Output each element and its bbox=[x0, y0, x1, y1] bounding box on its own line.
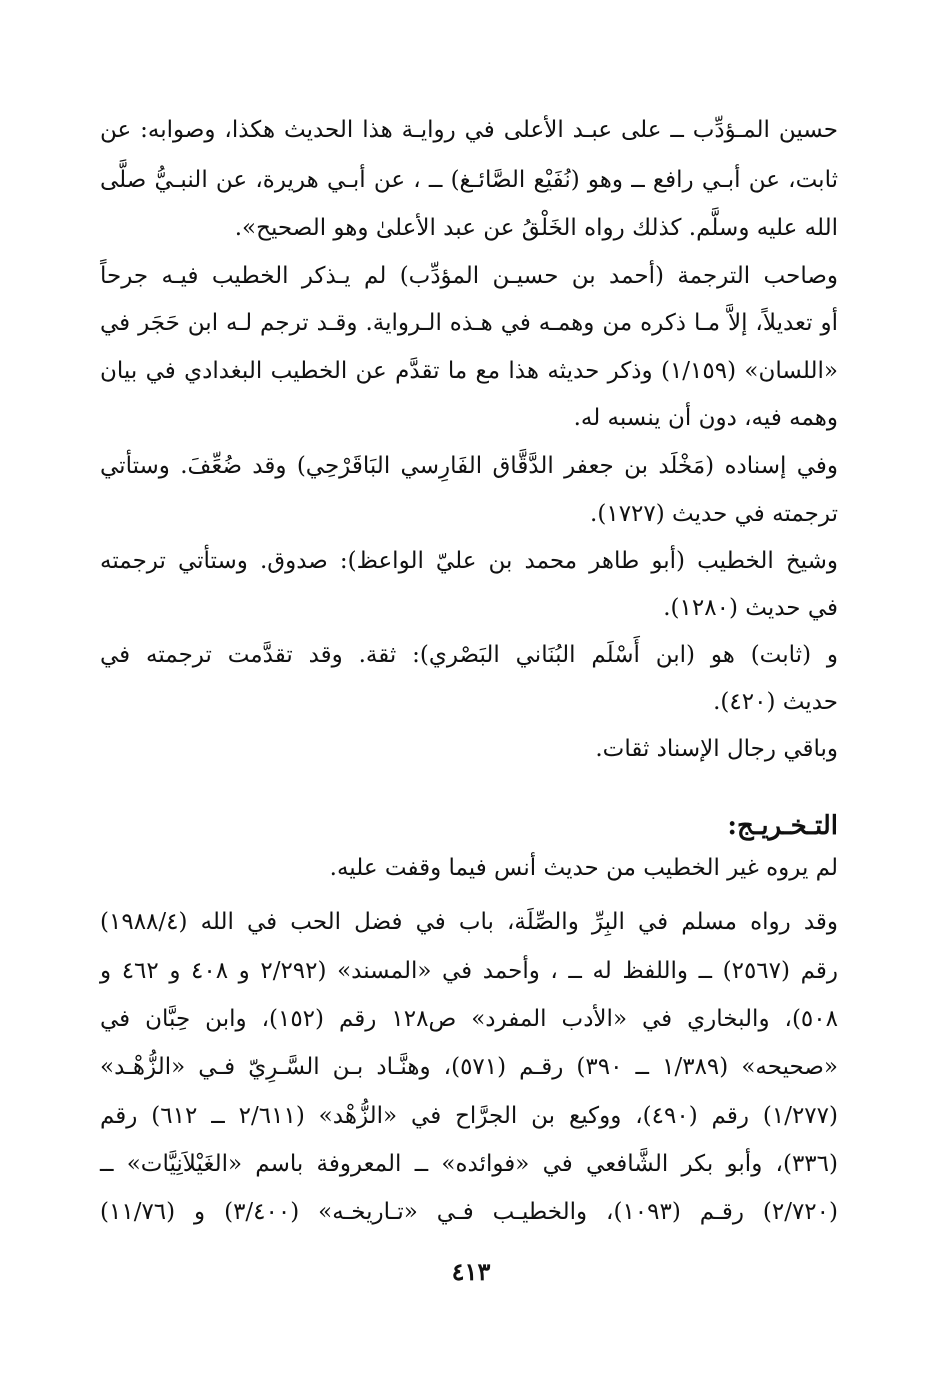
text-line: «صحيحه» (١/٣٨٩ ــ ٣٩٠) رقـم (٥٧١)، وهنَّـاد بـن السَّـرِيّ فـي «الزُّهْـد» bbox=[100, 1054, 838, 1080]
text-line: لم يروه غير الخطيب من حديث أنس فيما وقفت عليه. bbox=[329, 855, 838, 881]
text-line: الله عليه وسلَّم. كذلك رواه الخَلْقُ عن عبد الأعلىٰ وهو الصحيح». bbox=[234, 215, 838, 241]
page-number: ٤١٣ bbox=[451, 1257, 491, 1286]
text-line: أو تعديلاً، إلاَّ مـا ذكره من وهمـه في هـذه الـرواية. وقـد ترجم لـه ابن حَجَر في bbox=[100, 310, 838, 336]
text-line: ترجمته في حديث (١٧٢٧). bbox=[590, 501, 838, 527]
text-line: وصاحب الترجمة (أحمد بن حسيـن المؤدِّب) لم يـذكر الخطيب فيـه جرحاً bbox=[100, 263, 838, 289]
text-line: وفي إسناده (مَخْلَد بن جعفر الدَّقَّاق الفَارِسي البَاقَرْحِي) وقد ضُعِّفَ. وستأتي bbox=[100, 453, 838, 479]
text-line: «اللسان» (١/١٥٩) وذكر حديثه هذا مع ما تقدَّم عن الخطيب البغدادي في بيان bbox=[100, 358, 838, 384]
text-line: وباقي رجال الإسناد ثقات. bbox=[595, 736, 838, 762]
text-line: (١/٢٧٧) رقم (٤٩٠)، ووكيع بن الجرَّاح في «الزُّهْد» (٢/٦١١ ــ ٦١٢) رقم bbox=[100, 1103, 838, 1129]
text-line: (٣٣٦)، وأبو بكر الشَّافعي في «فوائده» ــ المعروفة باسم «الغَيْلاَنِيَّات» ــ bbox=[100, 1151, 838, 1177]
text-line: حديث (٤٢٠). bbox=[713, 689, 838, 715]
text-line: وقد رواه مسلم في البِرِّ والصِّلَة، باب في فضل الحب في الله (١٩٨٨/٤) bbox=[100, 909, 838, 935]
text-line: ٥٠٨)، والبخاري في «الأدب المفرد» ص١٢٨ رقم (١٥٢)، وابن حِبَّان في bbox=[100, 1006, 838, 1032]
text-line: وهمه فيه، دون أن ينسبه له. bbox=[573, 405, 838, 431]
text-line: ثابت، عن أبـي رافع ــ وهو (نُفَيْع الصَّائـغ) ــ ، عن أبـي هريرة، عن النبـيُّ صلَّى bbox=[100, 167, 838, 193]
section-heading: التـخـريـج: bbox=[727, 811, 838, 841]
text-line: حسين المـؤدِّب ــ على عبـد الأعلى في روايـة هذا الحديث هكذا، وصوابه: عن bbox=[100, 117, 838, 143]
text-line: في حديث (١٢٨٠). bbox=[663, 595, 838, 621]
text-line: وشيخ الخطيب (أبو طاهر محمد بن عليّ الواعظ): صدوق. وستأتي ترجمته bbox=[100, 548, 838, 574]
text-line: و (ثابت) هو (ابن أَسْلَم البُنَاني البَصْري): ثقة. وقد تقدَّمت ترجمته في bbox=[100, 642, 838, 668]
text-line: (٢/٧٢٠) رقـم (١٠٩٣)، والخطيـب فـي «تـاريخـه» (٣/٤٠٠) و (١١/٧٦) bbox=[100, 1199, 838, 1225]
text-line: رقم (٢٥٦٧) ــ واللفظ له ــ ، وأحمد في «المسند» (٢/٢٩٢ و ٤٠٨ و ٤٦٢ و bbox=[100, 958, 838, 984]
